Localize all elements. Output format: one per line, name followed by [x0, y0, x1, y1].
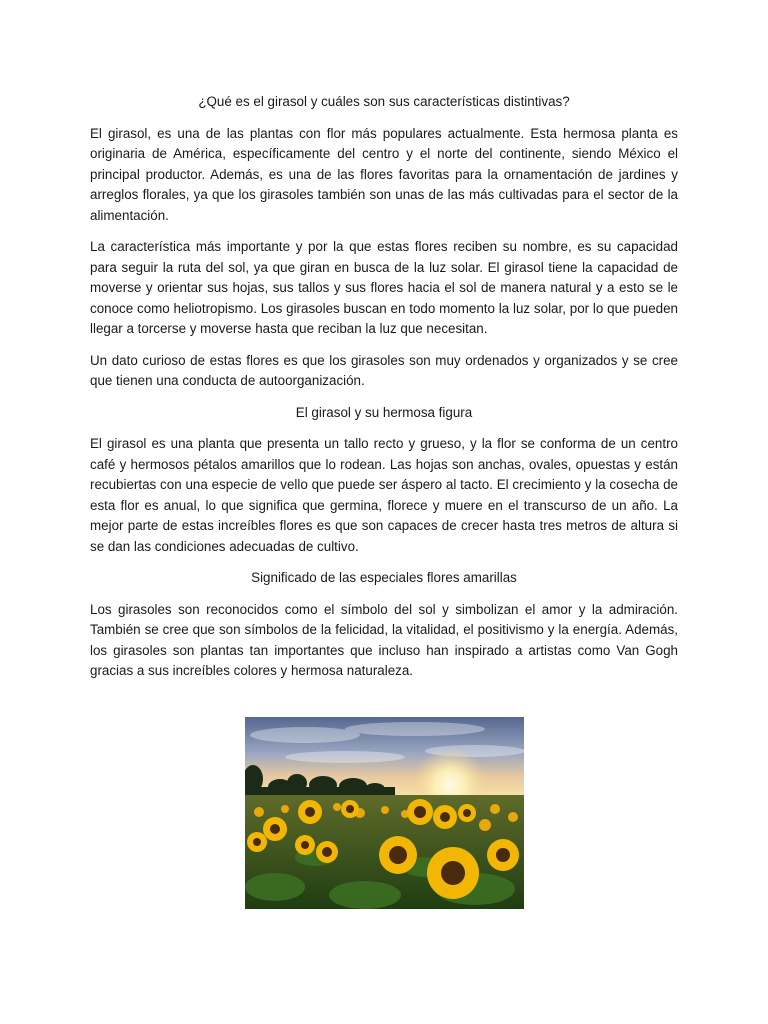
paragraph-origin: El girasol, es una de las plantas con flor más populares actualmente. Esta hermosa planta es originaria de América, específicamente del centro y el norte del continente, siendo México el principal productor. Además, es una de las flores favoritas para la ornamentación de jardines y arreglos florales, ya que los girasoles también son unas de las más cultivadas para el sector de la alimentación. [90, 125, 678, 223]
section-heading-what-is: ¿Qué es el girasol y cuáles son sus características distintivas? [198, 94, 570, 109]
paragraph-heliotropism: La característica más importante y por la que estas flores reciben su nombre, es su capacidad para seguir la ruta del sol, ya que giran en busca de la luz solar. El girasol tiene la capacidad de moverse y orientar sus hojas, sus tallos y sus flores hacia el sol de manera natural y a esto se le conoce como heliotropismo. Los girasoles buscan en todo momento la luz solar, por lo que pueden llegar a torcerse y moverse hasta que reciban la luz que necesitan. [90, 239, 678, 336]
sunflower-field-illustration [245, 717, 524, 909]
sunflower-field-photo [245, 717, 524, 909]
paragraph-description: El girasol es una planta que presenta un tallo recto y grueso, y la flor se conforma de un centro café y hermosos pétalos amarillos que lo rodean. Las hojas son anchas, ovales, opuestas y están recubiertas con una especie de vello que puede ser áspero al tacto. El crecimiento y la cosecha de esta flor es anual, lo que significa que germina, florece y muere en el transcurso de un año. La mejor parte de estas increíbles flores es que son capaces de crecer hasta tres metros de altura si se dan las condiciones adecuadas de cultivo. [90, 436, 678, 554]
paragraph-curious-fact: Un dato curioso de estas flores es que los girasoles son muy ordenados y organizados y se cree que tienen una conducta de autoorganización. [90, 352, 678, 388]
section-heading-figure: El girasol y su hermosa figura [295, 404, 473, 420]
paragraph-meaning: Los girasoles son reconocidos como el símbolo del sol y simbolizan el amor y la admiración. También se cree que son símbolos de la felicidad, la vitalidad, el positivismo y la energía. Además, los girasoles son plantas tan importantes que incluso han inspirado a artistas como Van Gogh gracias a sus increíbles colores y hermosa naturaleza. [90, 601, 678, 678]
section-heading-meaning: Significado de las especiales flores amarillas [251, 570, 517, 585]
